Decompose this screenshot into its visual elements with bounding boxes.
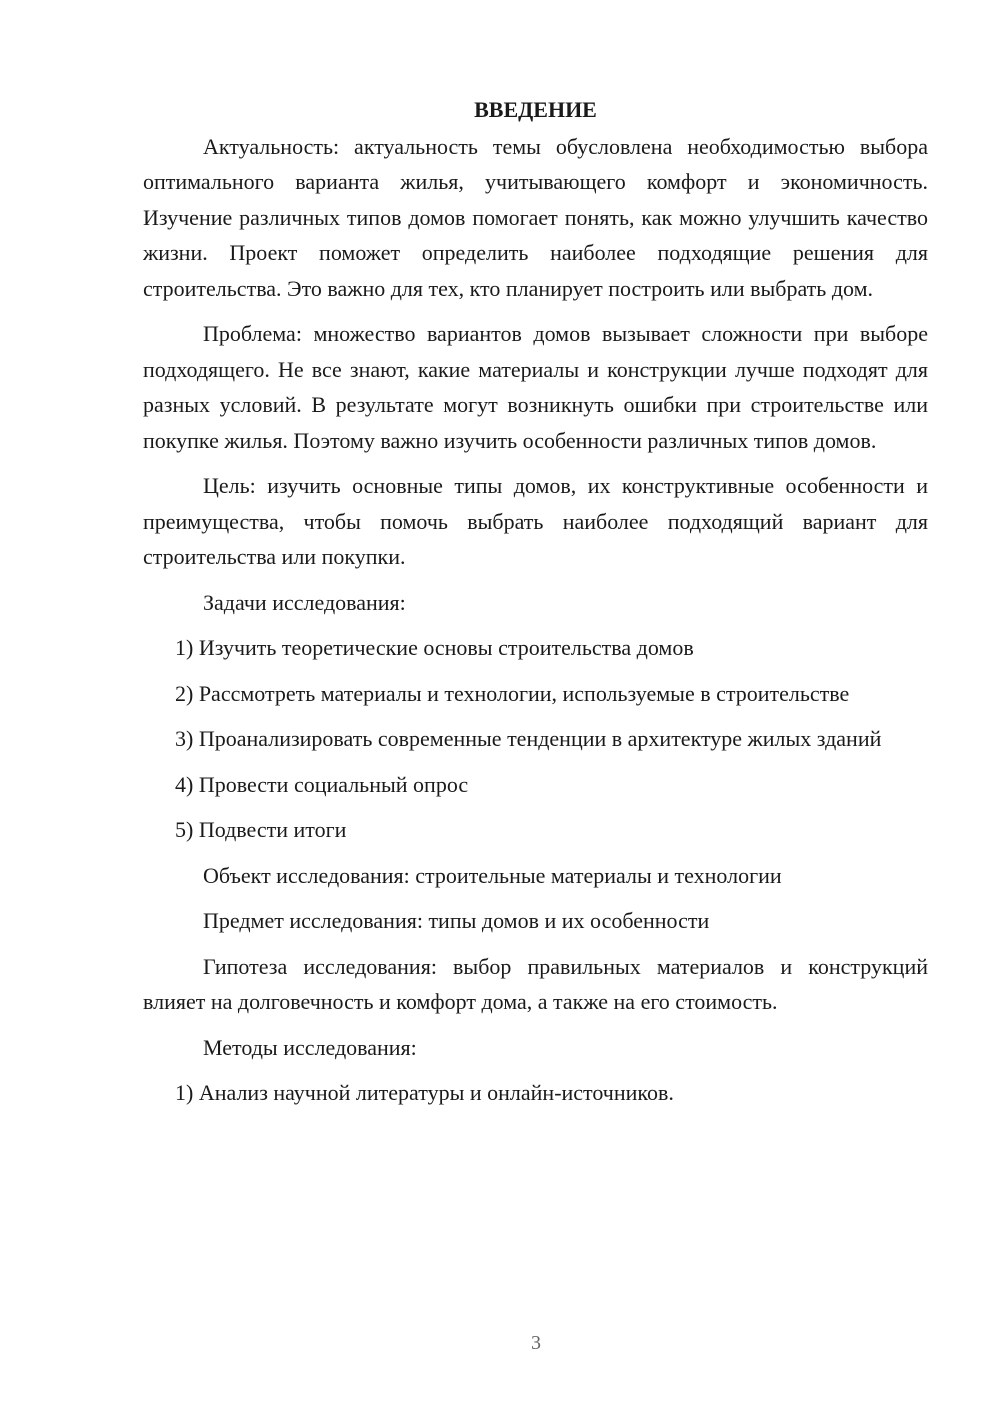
- relevance-paragraph: Актуальность: актуальность темы обусловлена необходимостью выбора оптимального варианта жилья, учитывающего комфорт и экономичность. Изучение различных типов домов помогает понять, как можно улучшить качество жизни. Проект поможет определить наиболее подходящие решения для строительства. Это важно для тех, кто планирует построить или выбрать дом.: [143, 133, 928, 301]
- problem-paragraph: Проблема: множество вариантов домов вызывает сложности при выборе подходящего. Не все знают, какие материалы и конструкции лучше подходят для разных условий. В результате могут возникнуть ошибки при строительстве или покупке жилья. Поэтому важно изучить особенности различных типов домов.: [143, 321, 928, 453]
- section-title: ВВЕДЕНИЕ: [474, 97, 597, 122]
- goal-paragraph: Цель: изучить основные типы домов, их конструктивные особенности и преимущества, чтобы помочь выбрать наиболее подходящий вариант для строительства или покупки.: [143, 473, 928, 569]
- method-item: 1) Анализ научной литературы и онлайн-источников.: [175, 1080, 674, 1105]
- task-item: 4) Провести социальный опрос: [175, 771, 469, 797]
- task-item: 5) Подвести итоги: [175, 817, 347, 842]
- research-object: Объект исследования: строительные материалы и технологии: [203, 862, 782, 888]
- hypothesis-paragraph: Гипотеза исследования: выбор правильных материалов и конструкций влияет на долговечность и комфорт дома, а также на его стоимость.: [143, 953, 928, 1014]
- task-item: 1) Изучить теоретические основы строительства домов: [175, 635, 694, 660]
- task-item: 2) Рассмотреть материалы и технологии, используемые в строительстве: [175, 680, 850, 706]
- page-number: 3: [531, 1332, 541, 1354]
- page-content: [143, 92, 928, 1121]
- tasks-heading: Задачи исследования:: [203, 589, 406, 615]
- research-subject: Предмет исследования: типы домов и их особенности: [203, 908, 710, 933]
- methods-heading: Методы исследования:: [203, 1034, 417, 1060]
- task-item: 3) Проанализировать современные тенденции в архитектуре жилых зданий: [175, 726, 882, 751]
